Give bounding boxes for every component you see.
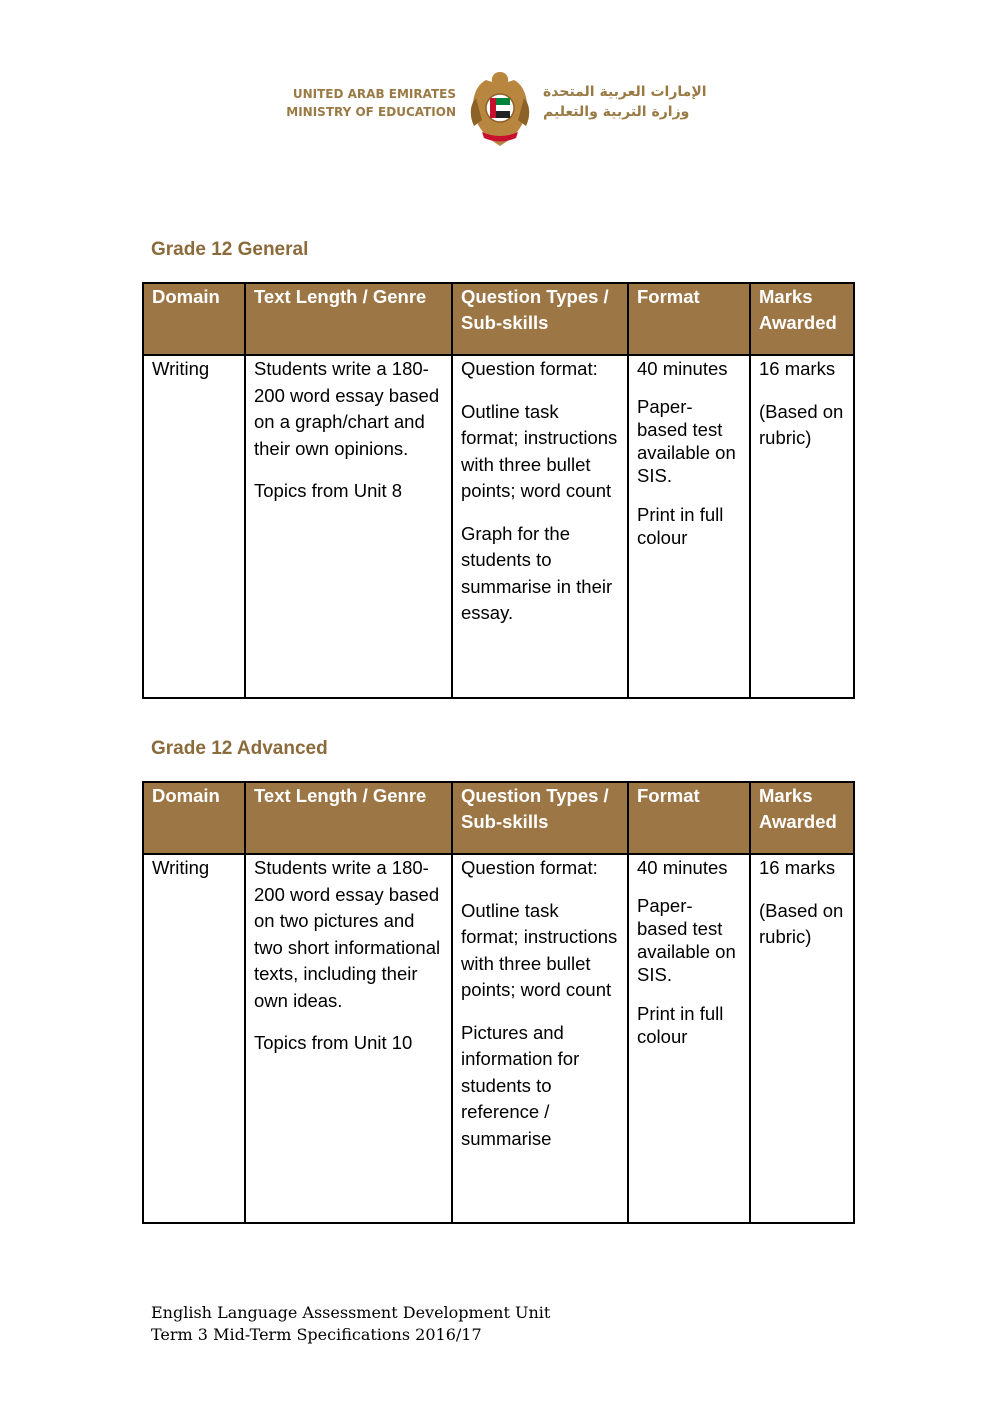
- ministry-name-ar-line1: الإمارات العربية المتحدة: [543, 84, 707, 100]
- col-header-domain: Domain: [143, 283, 245, 355]
- section-title-advanced: Grade 12 Advanced: [151, 738, 328, 759]
- ministry-name-en-line2: MINISTRY OF EDUCATION: [286, 105, 456, 119]
- col-header-format: Format: [628, 782, 750, 854]
- table-row: [143, 854, 854, 1223]
- table-header-row: [143, 782, 854, 854]
- cell-genre: Students write a 180-200 word essay based on two pictures and two short informational texts, including their own ideas. Topics from Unit 10: [245, 854, 452, 1223]
- ministry-name-arabic: [543, 82, 723, 122]
- cell-genre: Students write a 180-200 word essay based on a graph/chart and their own opinions. Topics from Unit 8: [245, 355, 452, 698]
- spec-table-general: [142, 282, 855, 699]
- uae-eagle-emblem-icon: [464, 68, 536, 148]
- page-footer: [151, 1302, 550, 1346]
- col-header-genre: Text Length / Genre: [245, 283, 452, 355]
- cell-question-types: Question format: Outline task format; instructions with three bullet points; word count Pictures and information for students to reference / summarise: [452, 854, 628, 1223]
- ministry-name-english: [270, 85, 456, 121]
- section-title-general: Grade 12 General: [151, 239, 309, 260]
- cell-marks: 16 marks (Based on rubric): [750, 854, 854, 1223]
- table-header-row: [143, 283, 854, 355]
- footer-line2: Term 3 Mid-Term Specifications 2016/17: [151, 1325, 482, 1344]
- col-header-marks: Marks Awarded: [750, 782, 854, 854]
- cell-format: 40 minutes Paper-based test available on SIS. Print in full colour: [628, 854, 750, 1223]
- col-header-question-types: Question Types / Sub-skills: [452, 283, 628, 355]
- table-row: [143, 355, 854, 698]
- cell-question-types: Question format: Outline task format; instructions with three bullet points; word count Graph for the students to summarise in their essay.: [452, 355, 628, 698]
- col-header-format: Format: [628, 283, 750, 355]
- ministry-name-ar-line2: وزارة التربية والتعليم: [543, 104, 690, 120]
- footer-line1: English Language Assessment Development Unit: [151, 1303, 551, 1322]
- cell-format: 40 minutes Paper-based test available on SIS. Print in full colour: [628, 355, 750, 698]
- col-header-genre: Text Length / Genre: [245, 782, 452, 854]
- spec-table-advanced: [142, 781, 855, 1224]
- ministry-name-en-line1: UNITED ARAB EMIRATES: [292, 87, 456, 101]
- letterhead: [0, 68, 992, 152]
- col-header-question-types: Question Types / Sub-skills: [452, 782, 628, 854]
- cell-domain: Writing: [143, 854, 245, 1223]
- cell-marks: 16 marks (Based on rubric): [750, 355, 854, 698]
- cell-domain: Writing: [143, 355, 245, 698]
- col-header-marks: Marks Awarded: [750, 283, 854, 355]
- col-header-domain: Domain: [143, 782, 245, 854]
